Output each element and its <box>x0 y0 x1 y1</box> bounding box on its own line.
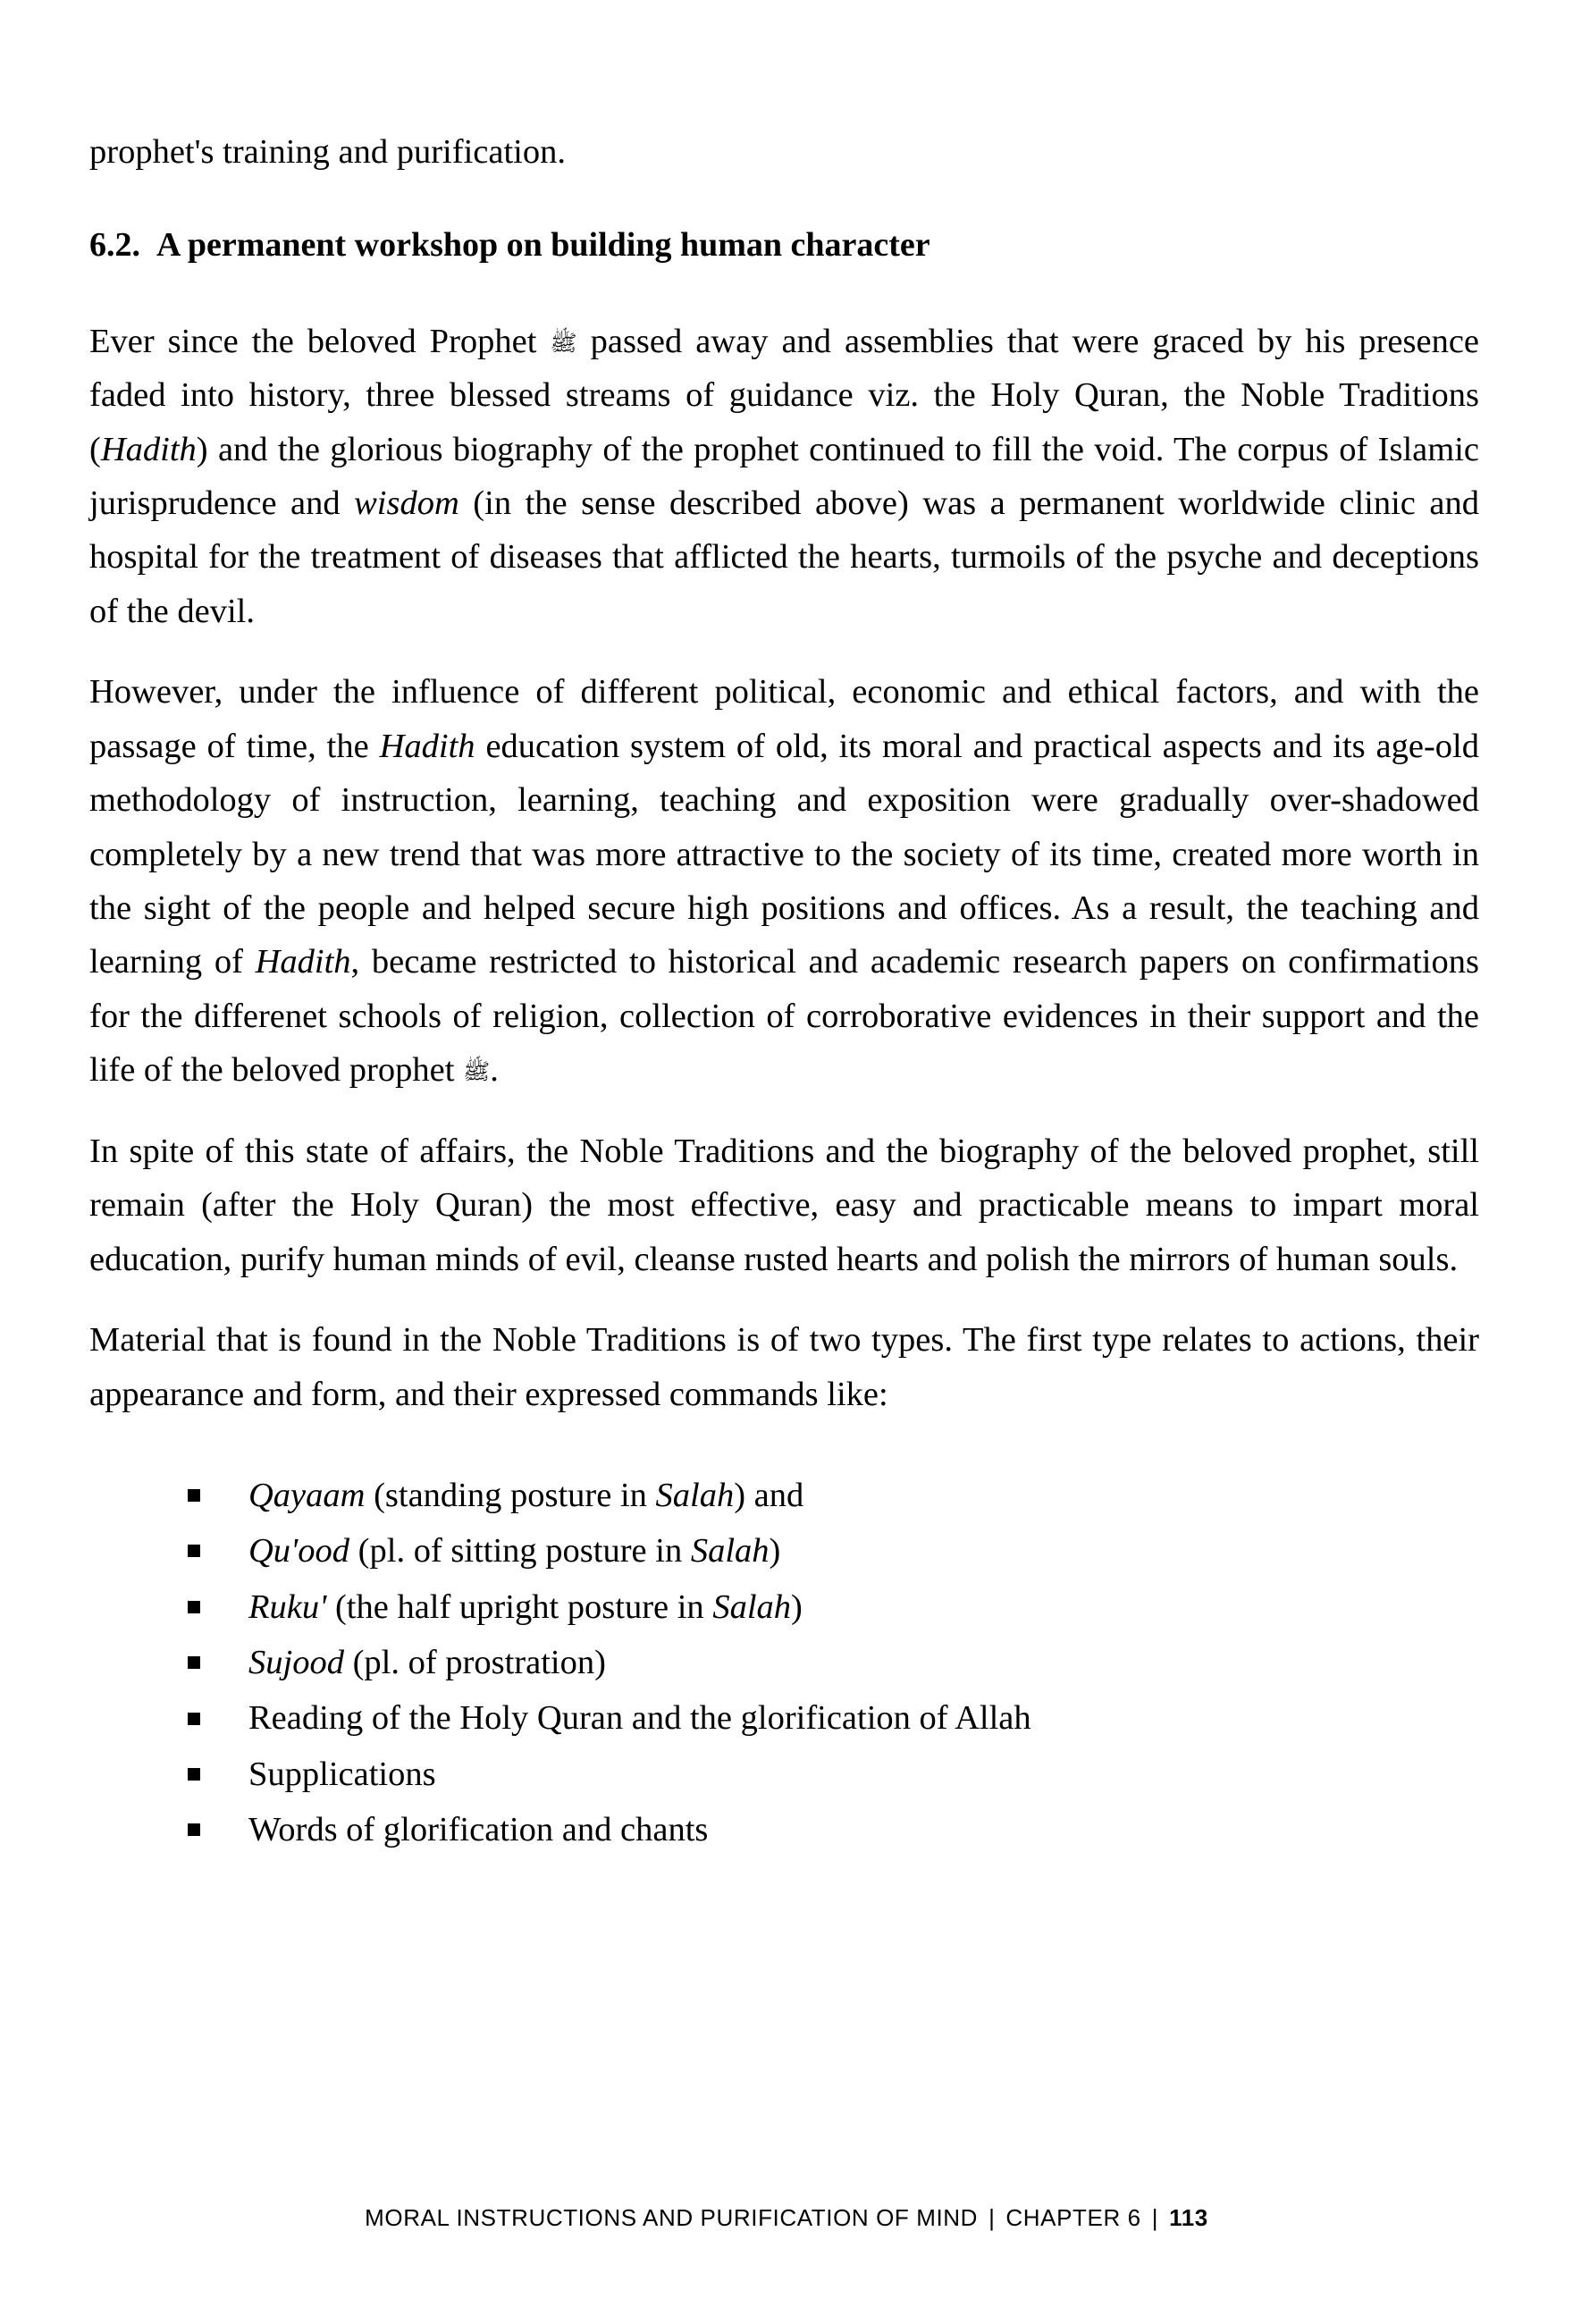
square-bullet-icon <box>188 1489 200 1502</box>
emphasis-text: Hadith <box>379 727 475 765</box>
list-item-label: Reading of the Holy Quran and the glorification of Allah <box>248 1699 1031 1738</box>
list-item-label: Sujood (pl. of prostration) <box>248 1644 606 1682</box>
list-item <box>188 1468 1479 1523</box>
emphasis-text: Qayaam <box>248 1476 366 1514</box>
emphasis-text: wisdom <box>354 484 459 522</box>
square-bullet-icon <box>188 1713 200 1725</box>
square-bullet-icon <box>188 1823 200 1836</box>
square-bullet-icon <box>188 1656 200 1669</box>
list-item <box>188 1635 1479 1690</box>
footer-book-title: MORAL INSTRUCTIONS AND PURIFICATION OF MIND <box>365 2204 979 2231</box>
page-footer <box>0 2204 1573 2232</box>
list-item-label: Words of glorification and chants <box>248 1811 709 1849</box>
footer-page-number: 113 <box>1169 2204 1208 2231</box>
emphasis-text: Hadith <box>255 943 351 981</box>
peace-be-upon-him-glyph-icon: ﷺ <box>463 1058 491 1085</box>
square-bullet-icon <box>188 1601 200 1613</box>
emphasis-text: Salah <box>690 1532 770 1570</box>
list-item <box>188 1690 1479 1746</box>
list-item-label: Qu'ood (pl. of sitting posture in Salah) <box>248 1532 781 1570</box>
continued-paragraph <box>89 125 1479 179</box>
list-item-label: Supplications <box>248 1755 436 1793</box>
section-title: A permanent workshop on building human character <box>156 226 930 265</box>
emphasis-text: Ruku' <box>248 1587 327 1626</box>
bullet-list <box>89 1468 1479 1858</box>
footer-separator: | <box>988 2204 996 2231</box>
continued-text: prophet's training and purification. <box>89 133 566 171</box>
list-item-label: Ruku' (the half upright posture in Salah) <box>248 1587 803 1626</box>
paragraph: Material that is found in the Noble Traditions is of two types. The first type relates to actions, their appearance and form, and their expressed commands like: <box>89 1321 1479 1413</box>
list-item <box>188 1747 1479 1802</box>
list-item-label: Qayaam (standing posture in Salah) and <box>248 1476 804 1514</box>
footer-separator: | <box>1151 2204 1159 2231</box>
peace-be-upon-him-glyph-icon: ﷺ <box>550 329 577 356</box>
emphasis-text: Hadith <box>100 430 197 468</box>
emphasis-text: Salah <box>655 1476 735 1514</box>
list-item <box>188 1802 1479 1857</box>
paragraph-container <box>89 315 1479 1421</box>
emphasis-text: Qu'ood <box>248 1532 350 1570</box>
emphasis-text: Salah <box>712 1587 792 1626</box>
footer-chapter: CHAPTER 6 <box>1005 2204 1141 2231</box>
square-bullet-icon <box>188 1545 200 1557</box>
list-item <box>188 1579 1479 1635</box>
list-item <box>188 1523 1479 1579</box>
paragraph: However, under the influence of different political, economic and ethical factors, and with the passage of time, the Hadith education system of old, its moral and practical aspects and its age-old methodology of instruction, learning, teaching and exposition were gradually over-shadowed completely by a new trend that was more attractive to the society of its time, created more worth in the sight of the people and helped secure high positions and offices. As a result, the teaching and learning of Hadith, became restricted to historical and academic research papers on confirmations for the differenet schools of religion, collection of corroborative evidences in their support and the life of the beloved prophet ﷺ. <box>89 673 1480 1090</box>
square-bullet-icon <box>188 1768 200 1781</box>
emphasis-text: Sujood <box>248 1644 344 1682</box>
section-number: 6.2. <box>89 226 140 265</box>
page-title <box>89 222 1479 269</box>
paragraph: In spite of this state of affairs, the Noble Traditions and the biography of the beloved prophet, still remain (after the Holy Quran) the most effective, easy and practicable means to impart moral education, purify human minds of evil, cleanse rusted hearts and polish the mirrors of human souls. <box>89 1132 1479 1278</box>
paragraph: Ever since the beloved Prophet ﷺ passed away and assemblies that were graced by his presence faded into history, three blessed streams of guidance viz. the Holy Quran, the Noble Traditions (Hadith) and the glorious biography of the prophet continued to fill the void. The corpus of Islamic jurisprudence and wisdom (in the sense described above) was a permanent worldwide clinic and hospital for the treatment of diseases that afflicted the hearts, turmoils of the psyche and deceptions of the devil. <box>89 322 1479 630</box>
